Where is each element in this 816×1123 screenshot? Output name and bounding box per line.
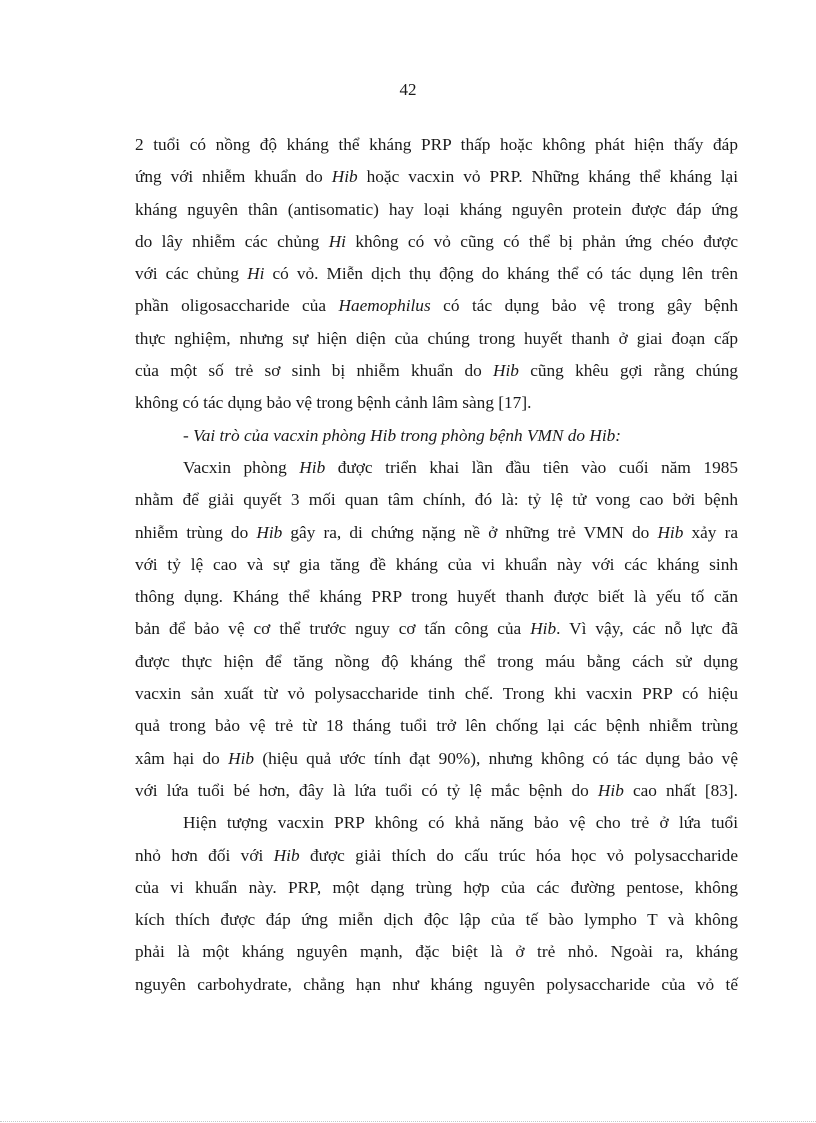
- text-line: Hiện tượng vacxin PRP không có khả năng bảo vệ cho trẻ ở lứa tuổi: [183, 813, 738, 833]
- text-line: thực nghiệm, nhưng sự hiện diện của chúng trong huyết thanh ở giai đoạn cấp: [135, 328, 738, 348]
- text-line: xâm hại do Hib (hiệu quả ước tính đạt 90%), nhưng không có tác dụng bảo vệ: [135, 748, 738, 768]
- text-line: nhiễm trùng do Hib gây ra, di chứng nặng nề ở những trẻ VMN do Hib xảy ra: [135, 522, 738, 542]
- text-line: được thực hiện để tăng nồng độ kháng thể trong máu bằng cách sử dụng: [135, 651, 738, 671]
- text-line: kháng nguyên thân (antisomatic) hay loại kháng nguyên protein được đáp ứng: [135, 199, 738, 219]
- text-line: ứng với nhiễm khuẩn do Hib hoặc vacxin vỏ PRP. Những kháng thể kháng lại: [135, 167, 739, 187]
- text-line: của vi khuẩn này. PRP, một dạng trùng hợp của các đường pentose, không: [135, 877, 738, 897]
- bottom-rule: [0, 1121, 816, 1122]
- text-line: của một số trẻ sơ sinh bị nhiễm khuẩn do Hib cũng khêu gợi rằng chúng: [135, 361, 739, 381]
- text-line: Vacxin phòng Hib được triển khai lần đầu tiên vào cuối năm 1985: [183, 457, 738, 477]
- text-line: nhằm để giải quyết 3 mối quan tâm chính, đó là: tỷ lệ tử vong cao bởi bệnh: [135, 490, 738, 510]
- text-line: bản để bảo vệ cơ thể trước nguy cơ tấn công của Hib. Vì vậy, các nỗ lực đã: [135, 619, 738, 639]
- page-number: 42: [399, 80, 417, 99]
- text-line: 2 tuổi có nồng độ kháng thể kháng PRP thấp hoặc không phát hiện thấy đáp: [135, 135, 738, 154]
- text-line: do lây nhiễm các chủng Hi không có vỏ cũng có thể bị phản ứng chéo được: [135, 231, 739, 251]
- text-line: vacxin sản xuất từ vỏ polysaccharide tinh chế. Trong khi vacxin PRP có hiệu: [135, 684, 738, 704]
- body-text: [135, 129, 738, 1001]
- text-line: - Vai trò của vacxin phòng Hib trong phòng bệnh VMN do Hib:: [183, 425, 622, 445]
- text-line: nhỏ hơn đối với Hib được giải thích do cấu trúc hóa học vỏ polysaccharide: [135, 845, 738, 865]
- text-line: thông dụng. Kháng thể kháng PRP trong huyết thanh được biết là yếu tố căn: [135, 587, 738, 607]
- text-line: kích thích được đáp ứng miễn dịch độc lập của tế bào lympho T và không: [135, 910, 738, 930]
- text-line: nguyên carbohydrate, chẳng hạn như kháng nguyên polysaccharide của vỏ tế: [135, 974, 738, 994]
- text-line: quả trong bảo vệ trẻ từ 18 tháng tuổi trở lên chống lại các bệnh nhiễm trùng: [135, 716, 738, 736]
- text-line: không có tác dụng bảo vệ trong bệnh cảnh lâm sàng [17].: [135, 393, 532, 413]
- text-line: với các chủng Hi có vỏ. Miễn dịch thụ động do kháng thể có tác dụng lên trên: [135, 264, 738, 284]
- text-line: với lứa tuổi bé hơn, đây là lứa tuổi có tỷ lệ mắc bệnh do Hib cao nhất [83].: [135, 780, 738, 800]
- text-line: phải là một kháng nguyên mạnh, đặc biệt là ở trẻ nhỏ. Ngoài ra, kháng: [135, 942, 738, 962]
- text-line: với tỷ lệ cao và sự gia tăng đề kháng của vi khuẩn này với các kháng sinh: [135, 554, 738, 574]
- text-line: phần oligosaccharide của Haemophilus có tác dụng bảo vệ trong gây bệnh: [135, 296, 738, 316]
